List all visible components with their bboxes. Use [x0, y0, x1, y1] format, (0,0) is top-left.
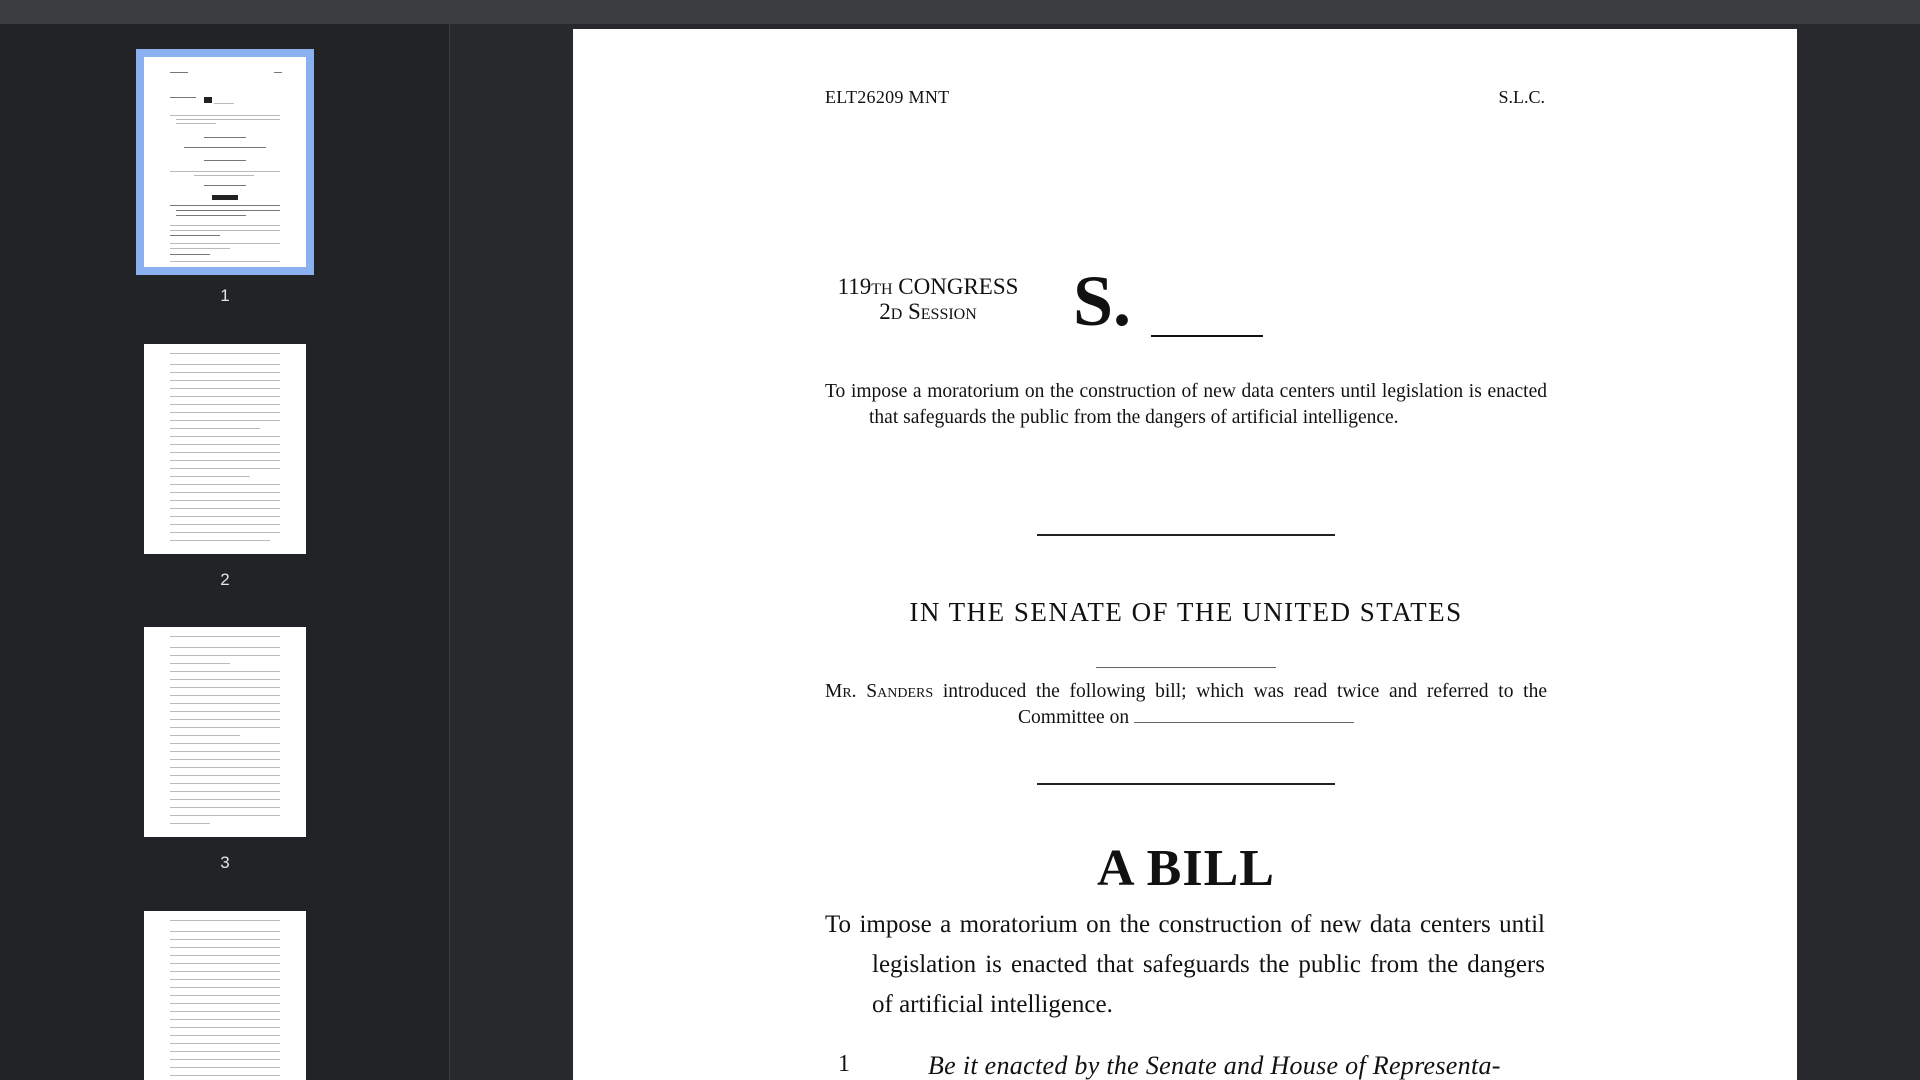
long-title: To impose a moratorium on the construction of new data centers until legislation is enacted that safeguards the public from the dangers of artificial intelligence.: [825, 911, 1545, 1018]
congress-session: [825, 274, 1031, 324]
line-number: 1: [838, 1051, 850, 1077]
bill-prefix: S.: [1073, 261, 1132, 341]
document-id: ELT26209 MNT: [825, 87, 950, 107]
committee-blank: [1134, 708, 1354, 723]
bill-number-blank: [1151, 335, 1263, 337]
thumbnail-sidebar[interactable]: [0, 24, 450, 1080]
document-viewer[interactable]: [451, 24, 1920, 1080]
slc-code: S.L.C.: [1498, 87, 1545, 107]
divider-rule: [1037, 534, 1335, 536]
congress-number: 119th CONGRESS: [837, 274, 1019, 299]
thumbnail-label-3: 3: [220, 853, 230, 872]
introduction-text: [825, 679, 1547, 731]
divider-rule-2: [1037, 783, 1335, 785]
bill-heading: A BILL: [1097, 840, 1275, 897]
page-thumbnail-3[interactable]: [144, 627, 306, 837]
short-title: To impose a moratorium on the construction of new data centers until legislation is enacted that safeguards the public from the dangers of artificial intelligence.: [825, 381, 1547, 428]
page-thumbnail-1[interactable]: [144, 57, 306, 267]
session-number: 2d Session: [879, 299, 977, 324]
divider-short: [1096, 667, 1276, 668]
page-thumbnail-2[interactable]: [144, 344, 306, 554]
senate-heading: IN THE SENATE OF THE UNITED STATES: [909, 597, 1463, 627]
document-page-1: [573, 29, 1797, 1080]
thumbnail-label-1: 1: [220, 286, 230, 305]
top-toolbar: [0, 0, 1920, 24]
thumbnail-label-2: 2: [220, 570, 230, 589]
page-thumbnail-4[interactable]: [144, 911, 306, 1080]
sponsor-name: Mr. Sanders: [825, 681, 934, 702]
enacting-clause: Be it enacted by the Senate and House of Representa-: [928, 1051, 1501, 1080]
intro-body: introduced the following bill; which was read twice and referred to the Committee on: [942, 681, 1547, 728]
